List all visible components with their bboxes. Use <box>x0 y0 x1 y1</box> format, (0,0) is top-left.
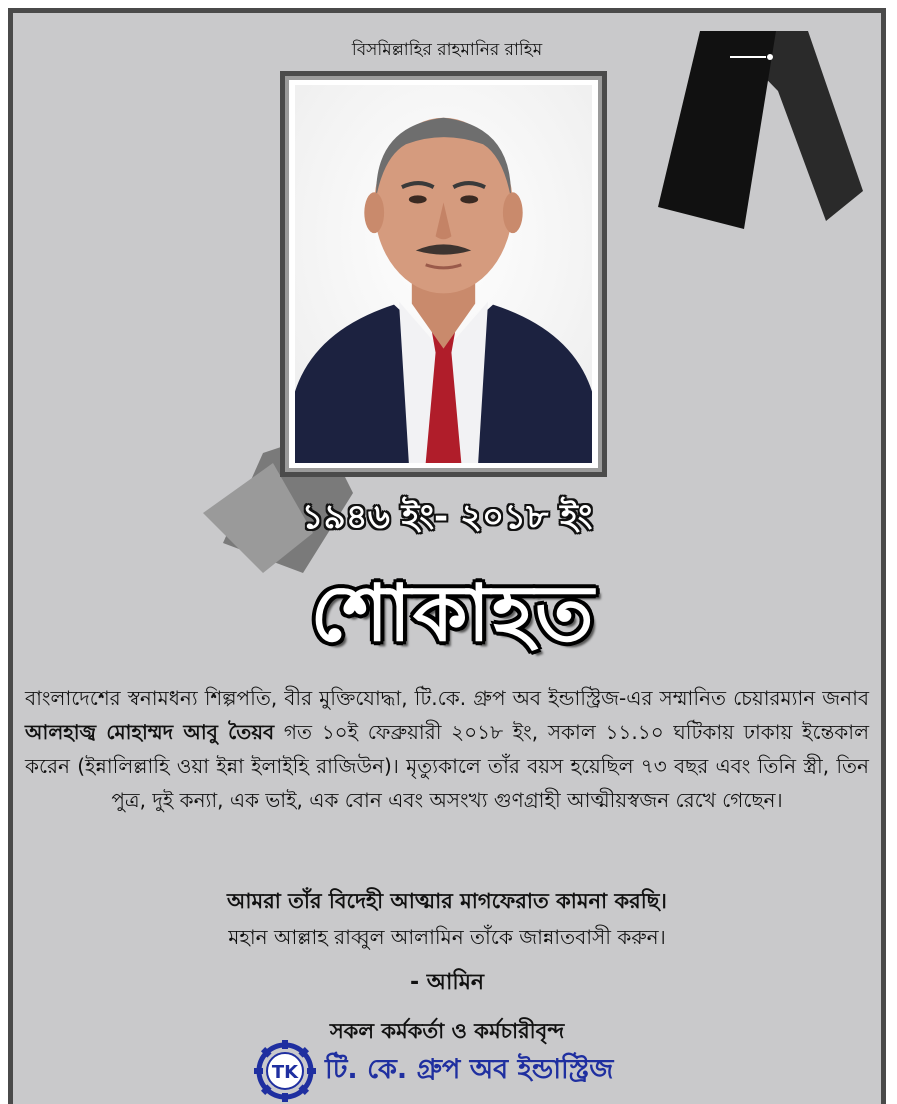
prayer-line-1: আমরা তাঁর বিদেহী আত্মার মাগফেরাত কামনা করছি। <box>227 889 667 913</box>
prayer-line-2: মহান আল্লাহ রাব্বুল আলামিন তাঁকে জান্নাতবাসী করুন। <box>228 925 666 949</box>
announcement-part1: বাংলাদেশের স্বনামধন্য শিল্পপতি, বীর মুক্তিযোদ্ধা, টি.কে. গ্রুপ অব ইন্ডাস্ট্রিজ-এর সম্মানিত চেয়ারম্যান জনাব <box>25 686 870 710</box>
portrait-photo <box>295 85 592 463</box>
bismillah-heading: বিসমিল্লাহির রাহমানির রাহিম <box>351 40 543 60</box>
company-logo-icon <box>253 1039 317 1103</box>
deceased-name: আলহাজ্ব মোহাম্মদ আবু তৈয়ব <box>25 720 275 744</box>
title-block <box>243 545 663 665</box>
life-dates: ১৯৪৬ ইং- ২০১৮ ইং <box>301 497 593 537</box>
mourning-ribbon-icon <box>658 31 868 231</box>
company-logo-text: TK <box>271 1062 299 1083</box>
announcement-text <box>25 681 869 817</box>
company-name: টি. কে. গ্রুপ অব ইন্ডাস্ট্রিজ <box>325 1053 614 1085</box>
company-block <box>253 1039 613 1103</box>
staff-signature: সকল কর্মকর্তা ও কর্মচারীবৃন্দ <box>329 1019 565 1043</box>
obituary-notice <box>8 8 886 1104</box>
amen-text: - আমিন <box>409 970 485 995</box>
portrait-frame <box>280 71 607 477</box>
page-title: শোকাহত <box>310 569 596 659</box>
announcement-part2: গত ১০ই ফেব্রুয়ারী ২০১৮ ইং, সকাল ১১.১০ ঘটিকায় ঢাকায় ইন্তেকাল করেন (ইন্নালিল্লাহি ওয়া ইন্না ইলাইহি রাজিউন)। মৃত্যুকালে তাঁর বয়স হয়েছিল ৭৩ বছর এবং তিনি স্ত্রী, তিন পুত্র, দুই কন্যা, এক ভাই, এক বোন এবং অসংখ্য গুণগ্রাহী আত্মীয়স্বজন রেখে গেছেন। <box>25 720 869 812</box>
